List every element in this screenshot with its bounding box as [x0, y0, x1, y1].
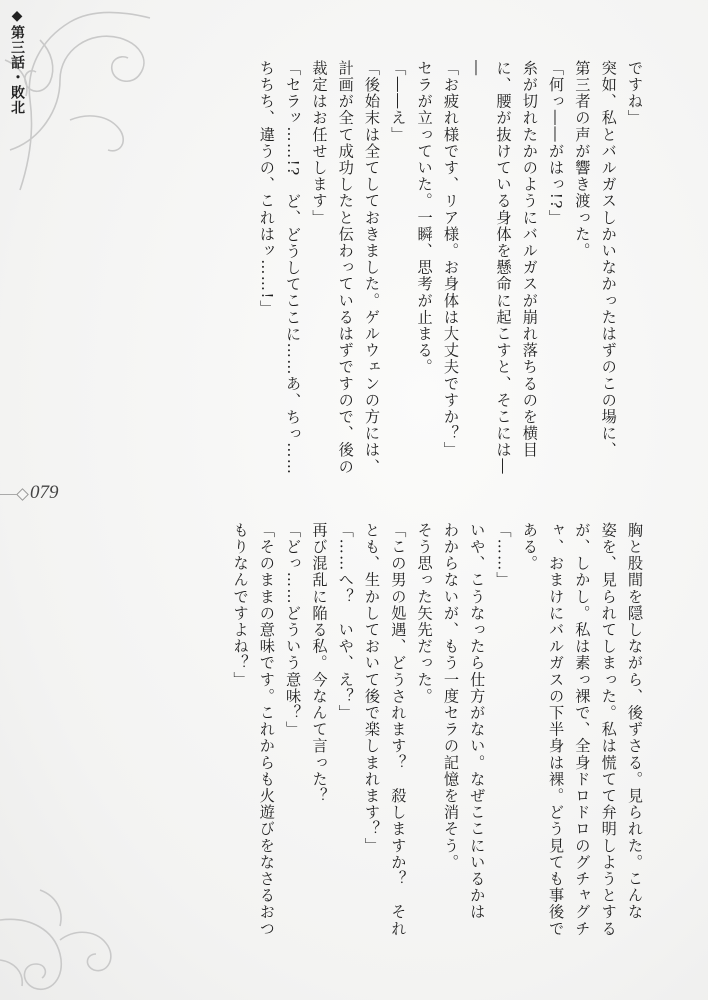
text-line: 「何っ――がはっ!?」	[547, 60, 566, 227]
text-line: ―	[468, 60, 487, 77]
text-line: もりなんですよね？」	[231, 522, 250, 688]
text-line: セラが立っていた。一瞬、思考が止まる。	[415, 60, 434, 376]
text-line: 「お疲れ様です、リア様。お身体は大丈夫ですか？」	[441, 60, 460, 459]
text-line: 姿を、見られてしまった。私は慌てて弁明しようとする	[599, 522, 618, 937]
text-line: そう思った矢先だった。	[415, 522, 434, 705]
text-line: 胸と股間を隠しながら、後ずさる。見られた。こんな	[626, 522, 644, 921]
text-line: とも、生かしておいて後で楽しまれます？」	[363, 522, 382, 854]
chapter-header: ◆第三話・敗北	[9, 8, 25, 115]
text-line: 計画が全て成功したと伝わっているはずですので、後の	[336, 60, 355, 475]
text-line: ある。	[520, 522, 539, 572]
text-line: いや、こうなったら仕方がない。なぜここにいるかは	[468, 522, 487, 921]
page-number: 079	[30, 482, 59, 503]
text-line: 糸が切れたかのようにバルガスが崩れ落ちるのを横目	[520, 60, 539, 459]
page-number-marker	[0, 482, 120, 508]
text-line: 突如、私とバルガスしかいなかったはずのこの場に、	[599, 60, 618, 459]
text-line: 「後始末は全てしておきました。ゲルウェンの方には、	[363, 60, 382, 475]
text-line: 「……」	[494, 522, 513, 589]
text-line: わからないが、もう一度セラの記憶を消そう。	[441, 522, 460, 871]
text-line: が、しかし。私は素っ裸で、全身ドロドロのグチャグチ	[573, 522, 592, 937]
text-line: 再び混乱に陥る私。今なんて言った？	[310, 522, 329, 805]
text-line: ちちち、違うの、これはッ……!」	[257, 60, 276, 317]
text-line: 「……へ？ いや、え？」	[336, 522, 355, 722]
text-line: 「そのままの意味です。これからも火遊びをなさるおつ	[257, 522, 276, 937]
text-line: 「セラッ……!? ど、どうしてここに……あ、ちっ……	[284, 60, 303, 476]
text-line: ャ、おまけにバルガスの下半身は裸。どう見ても事後で	[547, 522, 566, 937]
text-line: ですね」	[626, 60, 644, 127]
text-block-bottom	[58, 522, 648, 942]
text-line: 「――え」	[389, 60, 408, 143]
text-line: 裁定はお任せします」	[310, 60, 329, 226]
text-block-top	[86, 60, 648, 480]
text-line: 「どっ……どういう意味？」	[284, 522, 303, 738]
text-line: 第三者の声が響き渡った。	[573, 60, 592, 260]
diamond-icon	[16, 488, 29, 501]
text-line: 「この男の処遇、どうされます？ 殺しますか？ それ	[389, 522, 408, 937]
text-line: に、腰が抜けている身体を懸命に起こすと、そこには―	[494, 60, 513, 475]
